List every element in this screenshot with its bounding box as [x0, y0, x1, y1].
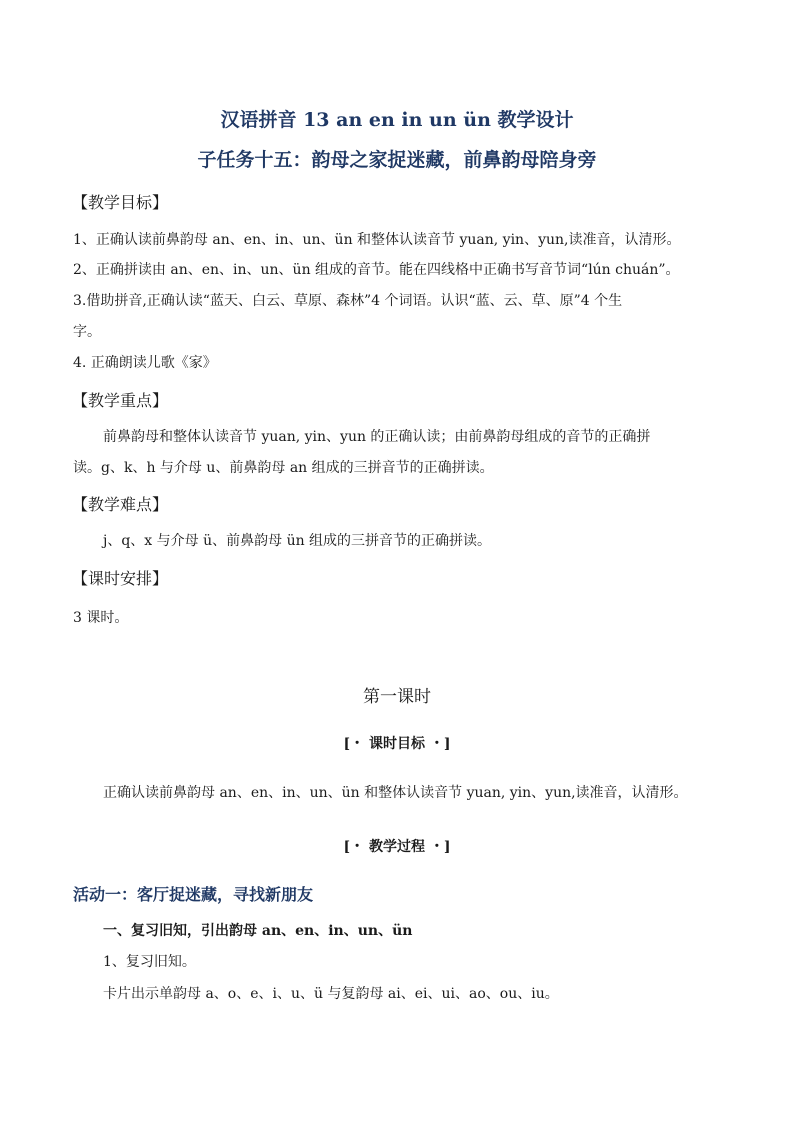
lesson-goal-label: [・ 课时目标 ・]: [343, 736, 451, 752]
goals-line-1: 1、正确认读前鼻韵母 an、en、in、un、ün 和整体认读音节 yuan, yin、yun,读准音，认清形。: [73, 232, 681, 248]
goals-heading: 【教学目标】: [72, 193, 169, 212]
document-title: 汉语拼音 13 an en in un ün 教学设计: [220, 109, 574, 131]
key-line-1: 前鼻韵母和整体认读音节 yuan, yin、yun 的正确认读；由前鼻韵母组成的音节的正确拼: [103, 429, 651, 445]
lesson-title: 第一课时: [363, 687, 431, 707]
step-item-1: 1、复习旧知。: [103, 954, 196, 970]
goals-line-4: 字。: [73, 324, 101, 340]
goals-line-3: 3.借助拼音,正确认读“蓝天、白云、草原、森林”4 个词语。认识“蓝、云、草、原”4 个生: [73, 293, 623, 309]
activity-title: 活动一：客厅捉迷藏，寻找新朋友: [73, 885, 314, 904]
lesson-process-label: [・ 教学过程 ・]: [343, 839, 451, 855]
schedule-line-1: 3 课时。: [73, 610, 129, 626]
key-heading: 【教学重点】: [72, 391, 169, 410]
difficulty-heading: 【教学难点】: [72, 495, 169, 514]
lesson-goal-text: 正确认读前鼻韵母 an、en、in、un、ün 和整体认读音节 yuan, yin、yun,读准音，认清形。: [103, 785, 688, 801]
key-line-2: 读。g、k、h 与介母 u、前鼻韵母 an 组成的三拼音节的正确拼读。: [73, 460, 494, 476]
difficulty-line-1: j、q、x 与介母 ü、前鼻韵母 ün 组成的三拼音节的正确拼读。: [103, 533, 492, 549]
goals-line-5: 4. 正确朗读儿歌《家》: [73, 355, 217, 371]
schedule-heading: 【课时安排】: [72, 569, 169, 588]
document-subtitle: 子任务十五：韵母之家捉迷藏，前鼻韵母陪身旁: [197, 149, 597, 171]
step-title: 一、复习旧知，引出韵母 an、en、in、un、ün: [103, 923, 413, 939]
goals-line-2: 2、正确拼读由 an、en、in、un、ün 组成的音节。能在四线格中正确书写音节词“lún chuán”。: [73, 262, 680, 278]
step-item-2: 卡片出示单韵母 a、o、e、i、u、ü 与复韵母 ai、ei、ui、ao、ou、iu。: [103, 986, 559, 1002]
